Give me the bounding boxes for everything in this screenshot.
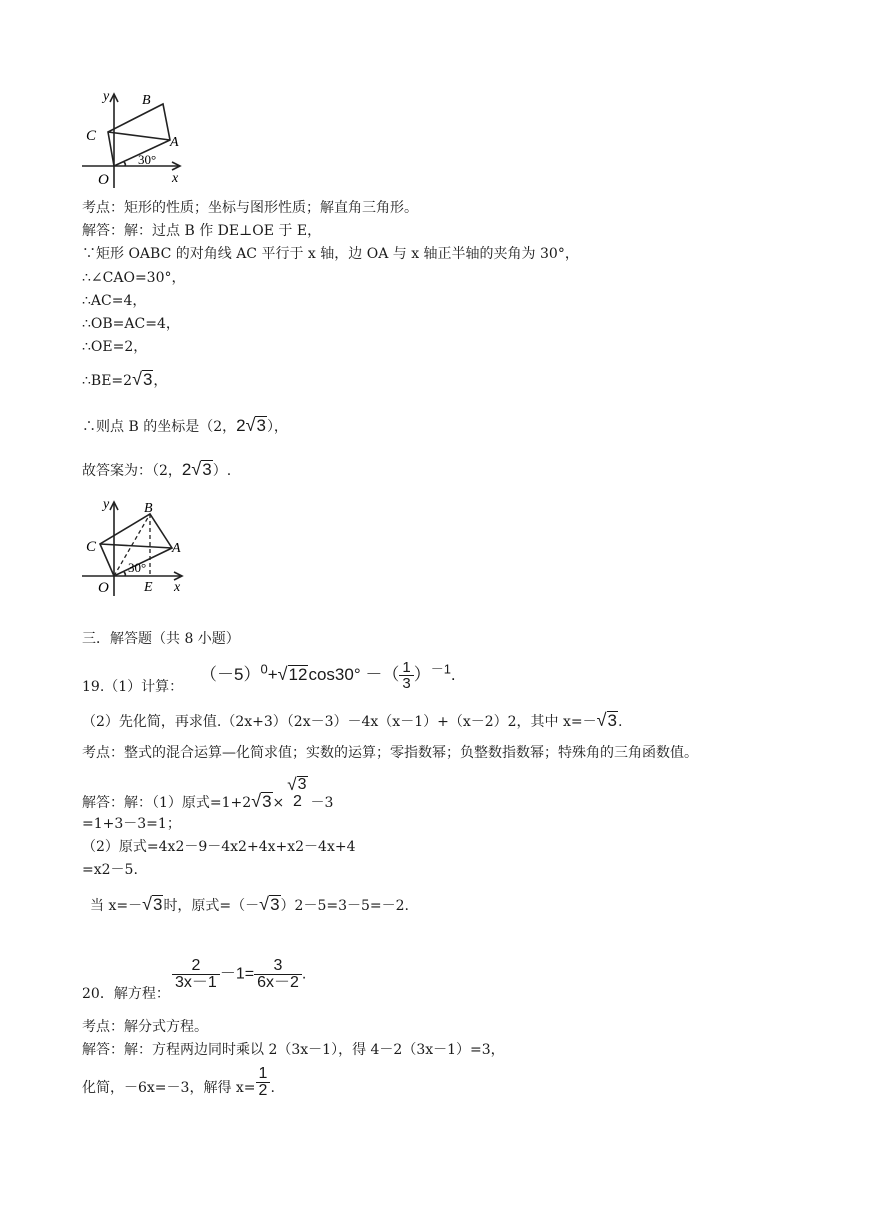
exponent-neg1: －1 (430, 661, 451, 677)
sqrt-3: √ 3 (259, 894, 280, 914)
q18-line4: ∴OB=AC=4， (82, 316, 180, 332)
sqrt-12: √ 12 (277, 663, 308, 684)
paren-neg5: （－5） (200, 664, 261, 684)
radicand: 3 (152, 895, 163, 914)
numerator: 1 (399, 660, 413, 676)
q19-line-a: =1+3－3=1； (82, 816, 181, 832)
sqrt-3: √ 3 (251, 791, 272, 811)
plus-sign: + (267, 664, 278, 684)
q19-line-d-text: 当 x=－ (90, 898, 143, 914)
coefficient: 2 (236, 416, 246, 435)
q18-line6-tail: ， (153, 373, 168, 389)
cos-term: cos30° －（ (308, 664, 400, 684)
denominator: 3x－1 (175, 974, 217, 991)
radicand: 12 (288, 664, 308, 684)
q18-line7-text: ∴则点 B 的坐标是（2， (82, 419, 237, 435)
close-paren: ） (413, 664, 431, 684)
radicand: 3 (262, 792, 272, 811)
sqrt-3: √ 3 (596, 710, 617, 730)
fraction-sqrt3-over-2 (284, 776, 310, 810)
q18-line5: ∴OE=2， (82, 339, 148, 355)
coefficient: 2 (181, 460, 192, 479)
q18-kaodian: 考点：矩形的性质；坐标与图形性质；解直角三角形。 (82, 200, 418, 216)
sqrt-3: √ 3 (132, 369, 153, 389)
fig2-label-C: C (86, 539, 97, 555)
q19-part2 (82, 711, 622, 729)
minus-one-equals: －1= (219, 965, 255, 983)
fig2-angle-label: 30° (128, 560, 147, 575)
q19-expression (200, 660, 456, 691)
fraction-left (172, 958, 220, 991)
denominator: 2 (258, 1082, 268, 1099)
times-sign: × (272, 795, 285, 811)
radicand: 3 (142, 370, 153, 389)
fig2-label-O: O (98, 580, 109, 596)
numerator: 2 (172, 958, 220, 975)
q20-last-line (82, 1066, 275, 1099)
fig2-label-x: x (174, 580, 181, 595)
numerator: 3 (254, 958, 302, 975)
q18-line7-tail: ）， (266, 419, 288, 435)
q20-kaodian: 考点：解分式方程。 (82, 1019, 208, 1035)
q18-line1: ∵矩形 OABC 的对角线 AC 平行于 x 轴，边 OA 与 x 轴正半轴的夹角为 30°， (82, 246, 579, 262)
q19-kaodian: 考点：整式的混合运算—化简求值；实数的运算；零指数幂；负整数指数幂；特殊角的三角函数值。 (82, 745, 698, 761)
q19-jieda-text: 解答：解：（1）原式=1+2 (82, 795, 252, 811)
sqrt-3: √ 3 (191, 459, 212, 479)
fig1-label-A: A (170, 135, 179, 150)
radicand: 3 (270, 895, 280, 914)
q18-jieda: 解答：解：过点 B 作 DE⊥OE 于 E， (82, 223, 322, 239)
q19-jieda-tail: －3 (310, 795, 334, 811)
q20-last-text: 化简，－6x=－3，解得 x= (82, 1080, 256, 1096)
fraction-1-3 (399, 660, 413, 691)
q20-label: 20．解方程： (82, 986, 170, 1002)
q19-line-d-tail: ）2－5=3－5=－2. (280, 898, 409, 914)
fraction-right (254, 958, 302, 991)
q19-jieda-line (82, 770, 333, 810)
exponent-0: 0 (260, 661, 268, 677)
radicand: 3 (202, 460, 212, 479)
q18-line6-text: ∴BE=2 (82, 373, 133, 389)
sqrt-3: √ 3 (142, 894, 163, 914)
fraction-1-2 (256, 1066, 271, 1099)
rectangle-figure-1 (78, 88, 188, 190)
q19-line-b: （2）原式=4x2－9－4x2+4x+x2－4x+4 (82, 839, 356, 855)
q18-line7 (82, 416, 288, 434)
denominator: 2 (292, 793, 302, 810)
sqrt-3: √ 3 (245, 415, 266, 435)
radicand: 3 (297, 776, 307, 793)
section-heading: 三．解答题（共 8 小题） (82, 631, 240, 647)
fig2-label-B: B (144, 501, 153, 516)
rectangle-figure-2 (78, 496, 190, 598)
fig2-label-y: y (103, 497, 110, 512)
fig1-label-C: C (86, 128, 97, 144)
denominator: 3 (402, 675, 411, 692)
q18-line8-text: 故答案为：（2， (82, 463, 182, 479)
fig1-label-B: B (142, 93, 151, 108)
fig1-angle-label: 30° (138, 152, 157, 167)
q19-part2-text: （2）先化简，再求值.（2x+3）（2x－3）－4x（x－1）+（x－2）2，其中 x=－ (82, 714, 597, 730)
q19-line-c: =x2－5. (82, 862, 138, 878)
q19-line-d (90, 895, 409, 913)
q20-equation (172, 958, 306, 991)
fig1-label-y: y (103, 89, 110, 104)
q18-line3: ∴AC=4， (82, 293, 147, 309)
q18-line6 (82, 370, 167, 388)
numerator: 1 (256, 1066, 271, 1083)
fig1-label-x: x (172, 171, 179, 186)
denominator: 6x－2 (257, 974, 299, 991)
fig2-label-A: A (172, 541, 181, 556)
radicand: 3 (607, 711, 617, 730)
period: . (270, 1080, 275, 1096)
period: . (450, 664, 456, 684)
fig2-label-E: E (144, 580, 153, 595)
sqrt-3: √ 3 (287, 775, 307, 794)
q19-line-d-mid: 时，原式=（－ (163, 898, 260, 914)
q18-line8 (82, 460, 231, 478)
q20-jieda: 解答：解：方程两边同时乘以 2（3x－1），得 4－2（3x－1）=3， (82, 1042, 505, 1058)
period: . (301, 965, 307, 983)
q19-part2-tail: . (618, 714, 623, 730)
q19-label: 19.（1）计算： (82, 679, 184, 695)
fig1-label-O: O (98, 172, 109, 188)
radicand: 3 (256, 416, 266, 435)
q18-line8-tail: ）. (212, 463, 232, 479)
numerator (284, 776, 310, 794)
q18-line2: ∴∠CAO=30°， (82, 270, 186, 286)
